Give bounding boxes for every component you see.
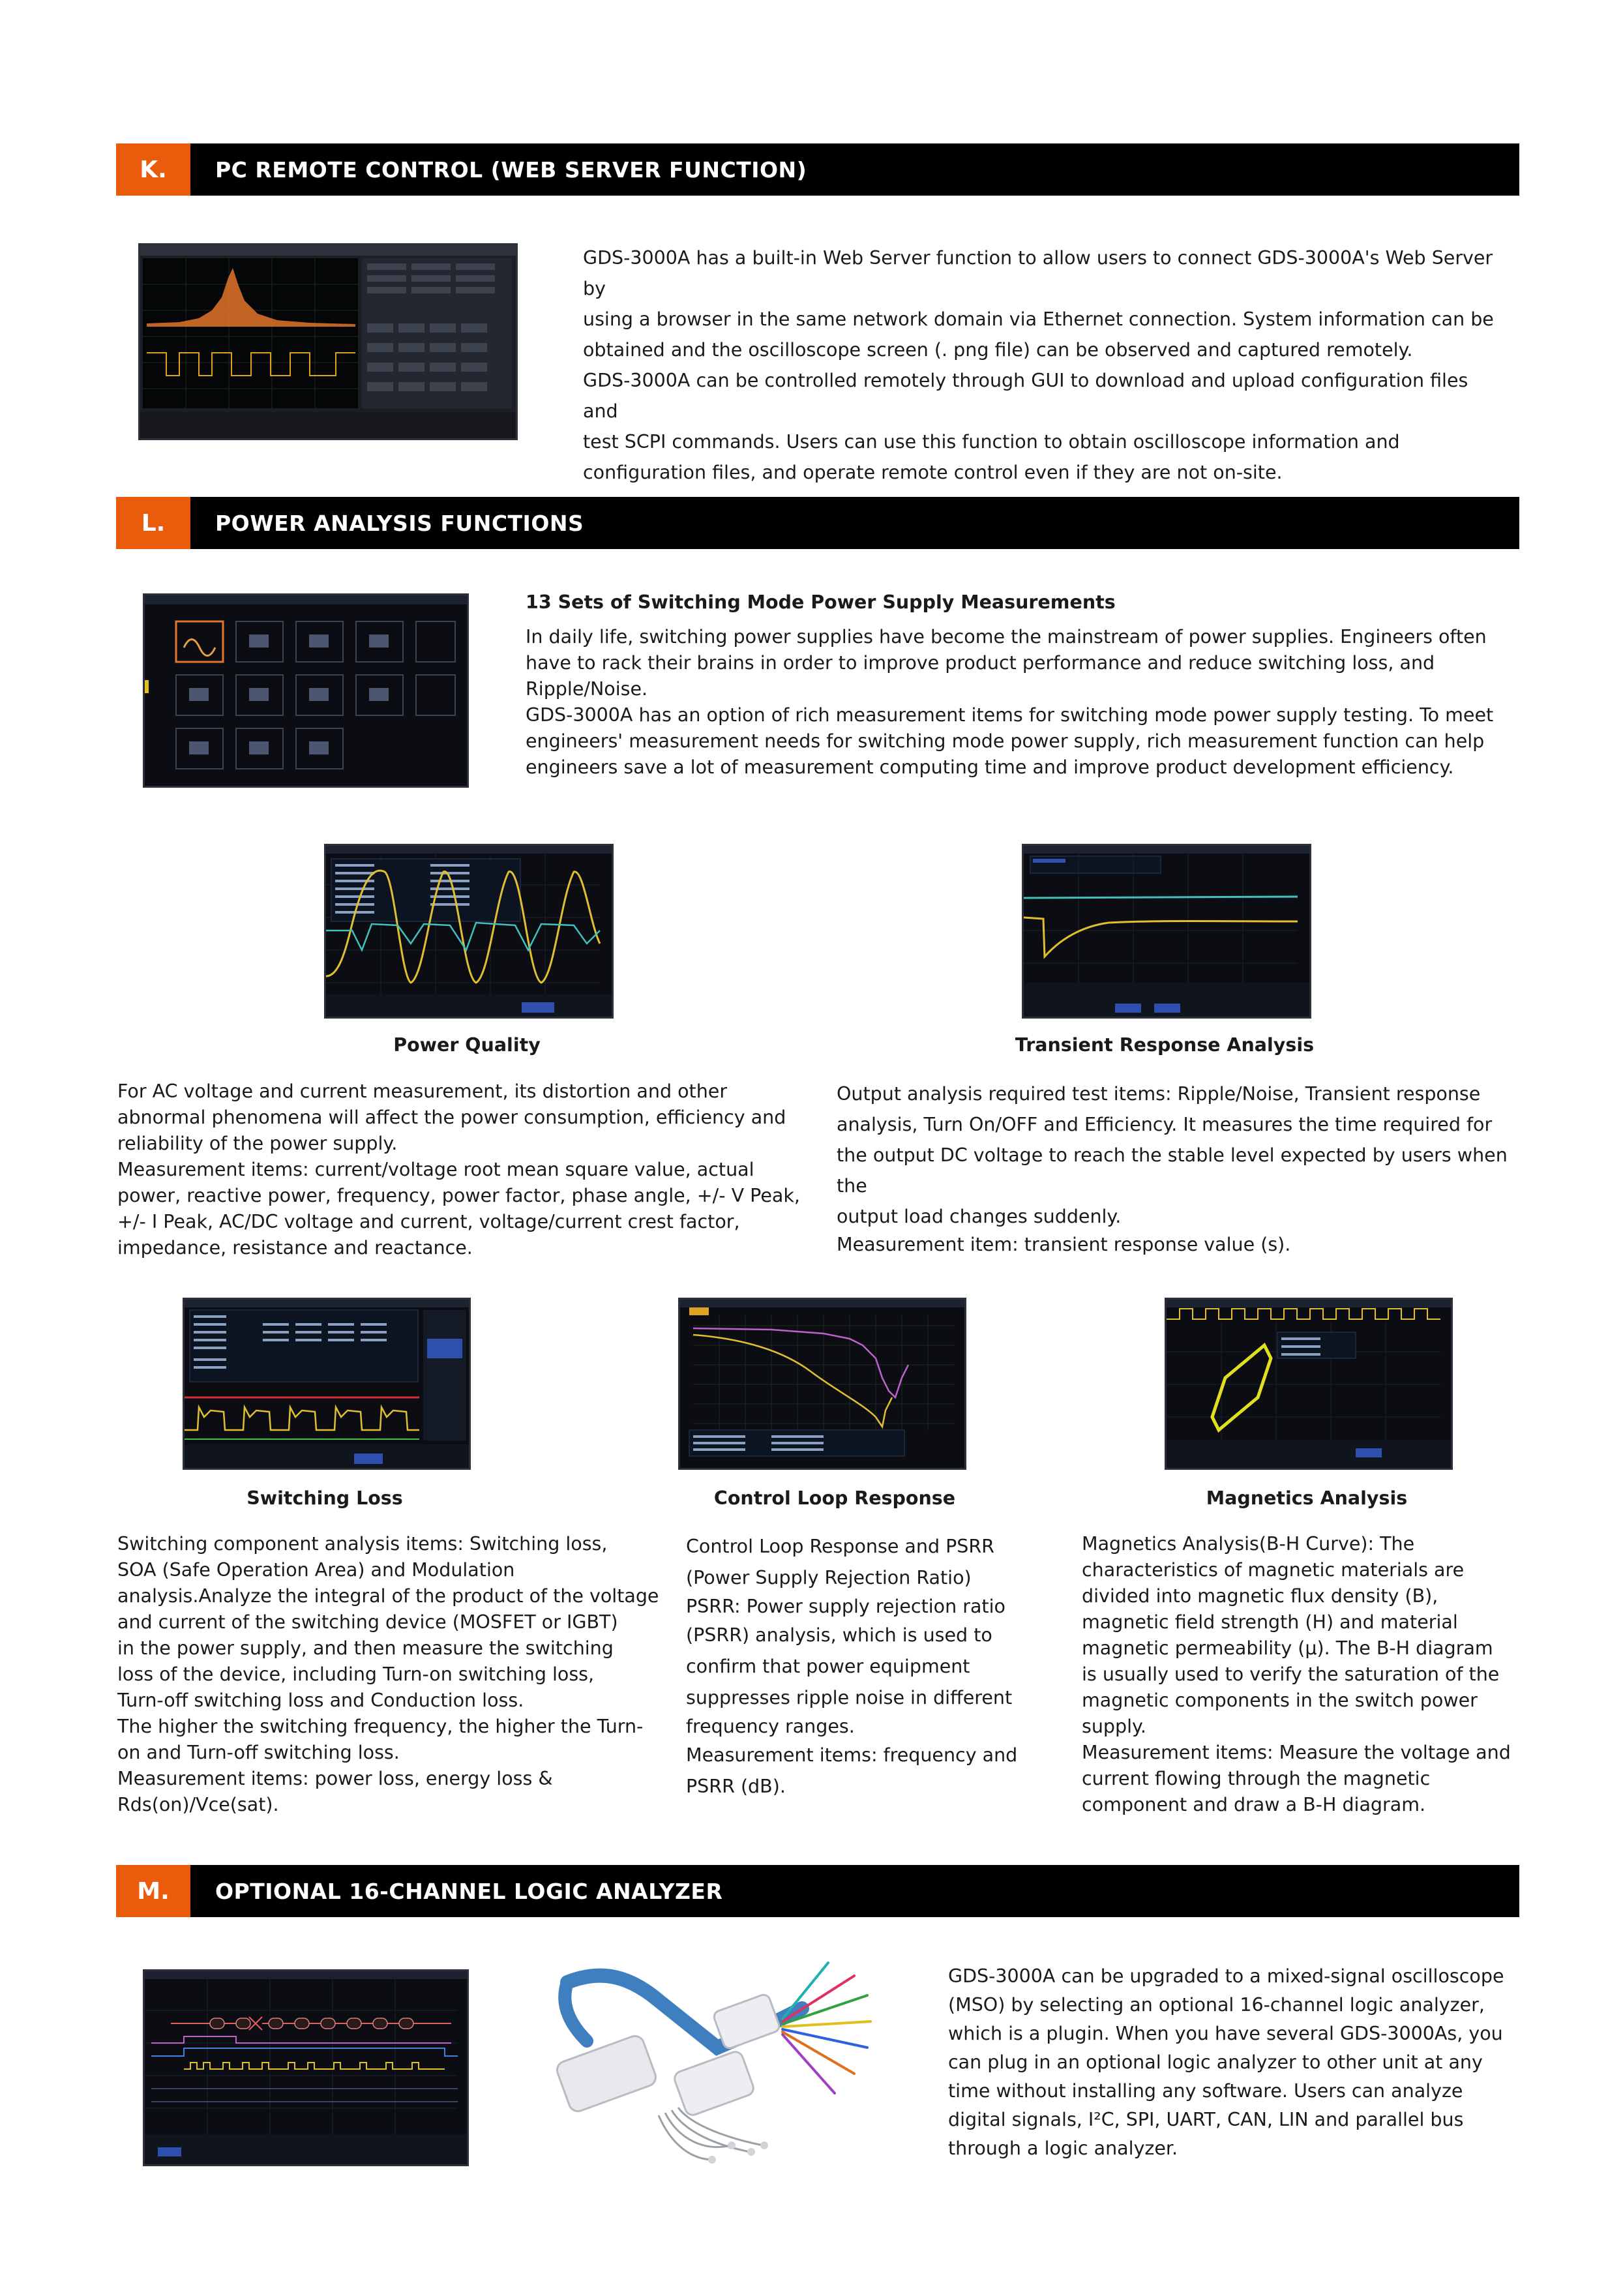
section-l-title: POWER ANALYSIS FUNCTIONS: [215, 510, 584, 536]
text-line: suppresses ripple noise in different: [686, 1687, 1013, 1708]
section-m-tag: M.: [116, 1865, 190, 1917]
text-line: digital signals, I²C, SPI, UART, CAN, LIN and parallel bus: [948, 2109, 1464, 2130]
text-line: can plug in an optional logic analyzer to other unit at any: [948, 2051, 1483, 2073]
text-line: confirm that power equipment: [686, 1656, 970, 1677]
text-line: is usually used to verify the saturation of the: [1082, 1663, 1500, 1685]
text-line: Switching component analysis items: Switching loss,: [117, 1533, 608, 1555]
text-line: Rds(on)/Vce(sat).: [117, 1794, 279, 1815]
control-loop-screenshot: [678, 1298, 966, 1470]
text-line: and current of the switching device (MOSFET or IGBT): [117, 1611, 618, 1633]
text-line: analysis.Analyze the integral of the product of the voltage: [117, 1585, 659, 1607]
text-line: characteristics of magnetic materials are: [1082, 1559, 1465, 1581]
text-line: the output DC voltage to reach the stable level expected by users when the: [837, 1144, 1508, 1197]
text-line: Measurement item: transient response value (s).: [837, 1234, 1291, 1255]
text-line: output load changes suddenly.: [837, 1206, 1122, 1227]
text-line: Measurement items: power loss, energy loss &: [117, 1768, 553, 1789]
section-m-header: [116, 1865, 1519, 1917]
text-line: abnormal phenomena will affect the power consumption, efficiency and: [117, 1107, 786, 1128]
magnetics-screenshot: [1165, 1298, 1453, 1470]
text-line: In daily life, switching power supplies have become the mainstream of power supplies. Engineers often: [526, 626, 1487, 648]
text-line: magnetic permeability (μ). The B-H diagram: [1082, 1637, 1493, 1659]
power-quality-screenshot: [324, 844, 614, 1019]
magnetics-text: [1082, 1531, 1538, 1818]
text-line: have to rack their brains in order to improve product performance and reduce switching loss, and: [526, 652, 1435, 674]
section-l-tag: L.: [116, 497, 190, 549]
text-line: current flowing through the magnetic: [1082, 1768, 1431, 1789]
control-loop-text: [686, 1531, 1077, 1802]
section-m-title: OPTIONAL 16-CHANNEL LOGIC ANALYZER: [215, 1878, 723, 1904]
text-line: +/- I Peak, AC/DC voltage and current, voltage/current crest factor,: [117, 1211, 740, 1232]
power-measurements-text: [526, 624, 1517, 781]
section-l-header: [116, 497, 1519, 549]
power-quality-text: [117, 1079, 809, 1261]
logic-analyzer-screenshot: [143, 1969, 469, 2166]
text-line: Measurement items: frequency and: [686, 1744, 1018, 1766]
text-line: engineers' measurement needs for switching mode power supply, rich measurement function can help: [526, 730, 1485, 752]
text-line: (Power Supply Rejection Ratio): [686, 1567, 972, 1588]
text-line: divided into magnetic flux density (B),: [1082, 1585, 1438, 1607]
power-analysis-menu-screenshot: [143, 593, 469, 788]
text-line: GDS-3000A can be upgraded to a mixed-signal oscilloscope: [948, 1965, 1504, 1987]
web-server-screenshot: [138, 243, 518, 440]
text-line: Control Loop Response and PSRR: [686, 1536, 994, 1557]
text-line: The higher the switching frequency, the higher the Turn-: [117, 1716, 644, 1737]
text-line: GDS-3000A can be controlled remotely through GUI to download and upload configuration files and: [583, 370, 1468, 422]
text-line: analysis, Turn On/OFF and Efficiency. It measures the time required for: [837, 1114, 1493, 1135]
text-line: Turn-off switching loss and Conduction loss.: [117, 1690, 524, 1711]
text-line: component and draw a B-H diagram.: [1082, 1794, 1426, 1815]
text-line: PSRR: Power supply rejection ratio: [686, 1596, 1005, 1617]
text-line: time without installing any software. Users can analyze: [948, 2080, 1463, 2102]
power-measurements-subtitle: 13 Sets of Switching Mode Power Supply Measurements: [526, 591, 1116, 613]
text-line: magnetic field strength (H) and material: [1082, 1611, 1458, 1633]
text-line: configuration files, and operate remote control even if they are not on-site.: [583, 462, 1283, 483]
text-line: frequency ranges.: [686, 1716, 855, 1737]
transient-response-caption: Transient Response Analysis: [1015, 1034, 1315, 1056]
transient-response-text: [837, 1079, 1528, 1258]
text-line: obtained and the oscilloscope screen (. png file) can be observed and captured remotely.: [583, 339, 1413, 361]
switching-loss-text: [117, 1531, 665, 1818]
switching-loss-screenshot: [183, 1298, 471, 1470]
text-line: engineers save a lot of measurement computing time and improve product development efficiency.: [526, 756, 1454, 778]
magnetics-caption: Magnetics Analysis: [1206, 1487, 1408, 1509]
section-k-tag: K.: [116, 143, 190, 196]
text-line: which is a plugin. When you have several GDS-3000As, you: [948, 2023, 1503, 2044]
text-line: (MSO) by selecting an optional 16-channel logic analyzer,: [948, 1994, 1485, 2016]
transient-response-screenshot: [1022, 844, 1311, 1019]
section-k-title: PC REMOTE CONTROL (WEB SERVER FUNCTION): [215, 157, 807, 183]
power-quality-caption: Power Quality: [393, 1034, 541, 1056]
text-line: PSRR (dB).: [686, 1776, 786, 1797]
text-line: in the power supply, and then measure the switching: [117, 1637, 614, 1659]
text-line: Measurement items: Measure the voltage and: [1082, 1742, 1511, 1763]
section-k-text: [583, 243, 1509, 488]
text-line: on and Turn-off switching loss.: [117, 1742, 400, 1763]
text-line: using a browser in the same network domain via Ethernet connection. System information can be: [583, 308, 1494, 330]
section-k-header: [116, 143, 1519, 196]
text-line: SOA (Safe Operation Area) and Modulation: [117, 1559, 515, 1581]
text-line: GDS-3000A has an option of rich measurement items for switching mode power supply testing. To meet: [526, 704, 1494, 726]
text-line: Ripple/Noise.: [526, 678, 648, 700]
text-line: (PSRR) analysis, which is used to: [686, 1624, 992, 1646]
text-line: magnetic components in the switch power: [1082, 1690, 1478, 1711]
text-line: through a logic analyzer.: [948, 2138, 1178, 2159]
text-line: supply.: [1082, 1716, 1146, 1737]
text-line: reliability of the power supply.: [117, 1133, 398, 1154]
switching-loss-caption: Switching Loss: [246, 1487, 403, 1509]
text-line: impedance, resistance and reactance.: [117, 1237, 473, 1259]
text-line: test SCPI commands. Users can use this function to obtain oscilloscope information and: [583, 431, 1400, 453]
text-line: Magnetics Analysis(B-H Curve): The: [1082, 1533, 1415, 1555]
text-line: GDS-3000A has a built-in Web Server function to allow users to connect GDS-3000A's Web Server by: [583, 247, 1493, 299]
text-line: For AC voltage and current measurement, its distortion and other: [117, 1081, 728, 1102]
text-line: Output analysis required test items: Ripple/Noise, Transient response: [837, 1083, 1481, 1105]
text-line: loss of the device, including Turn-on switching loss,: [117, 1663, 595, 1685]
section-m-text: [948, 1962, 1535, 2163]
text-line: Measurement items: current/voltage root mean square value, actual: [117, 1159, 754, 1180]
logic-analyzer-probe-photo: [548, 1956, 874, 2165]
text-line: power, reactive power, frequency, power factor, phase angle, +/- V Peak,: [117, 1185, 800, 1206]
control-loop-caption: Control Loop Response: [713, 1487, 956, 1509]
